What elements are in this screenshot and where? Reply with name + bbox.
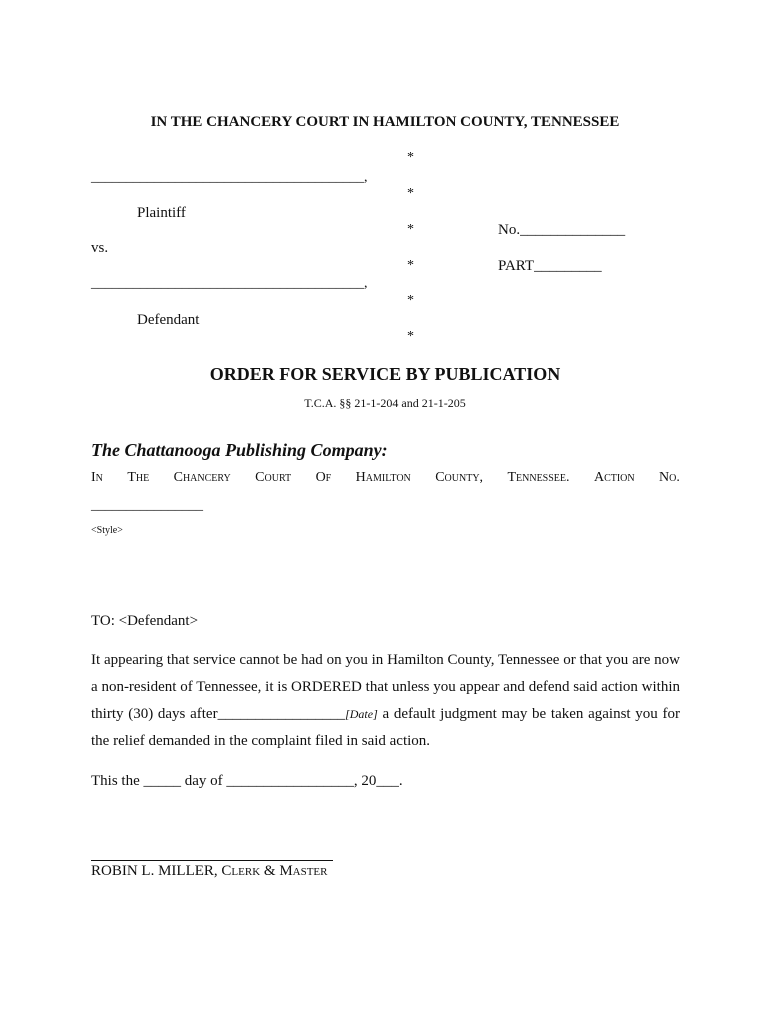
caption-star: * [407, 150, 414, 165]
caption-star: * [407, 222, 414, 237]
caption-word: Of [315, 470, 332, 485]
part-field: PART_________ [498, 258, 602, 274]
caption-word: Action [593, 470, 635, 485]
caption-word: County, [435, 470, 484, 485]
style-placeholder: <Style> [91, 525, 123, 536]
defendant-label: Defendant [137, 312, 200, 328]
caption-star: * [407, 258, 414, 273]
clerk-title: Clerk & Master [221, 863, 328, 879]
signature-line [91, 846, 333, 861]
addressee-line: TO: <Defendant> [91, 613, 199, 629]
date-line: This the _____ day of _________________, 20___. [91, 773, 403, 789]
caption-word: Tennessee. [507, 470, 570, 485]
caption-star: * [407, 186, 414, 201]
publisher-heading: The Chattanooga Publishing Company: [91, 440, 388, 460]
caption-star: * [407, 293, 414, 308]
statute-reference: T.C.A. §§ 21-1-204 and 21-1-205 [304, 396, 466, 410]
clerk-name: ROBIN L. MILLER, [91, 863, 222, 879]
caption-word: Chancery [173, 470, 231, 485]
caption-word: Hamilton [355, 470, 411, 485]
clerk-signature-block [91, 863, 328, 880]
plaintiff-name-line: _______________________________________, [91, 170, 368, 185]
case-number-field: No.______________ [498, 222, 626, 238]
caption-word: Court [255, 470, 292, 485]
action-number-line: ________________ [91, 498, 203, 513]
court-title: IN THE CHANCERY COURT IN HAMILTON COUNTY, TENNESSEE [150, 114, 620, 130]
caption-word: No. [659, 470, 680, 485]
defendant-name-line: _______________________________________, [91, 276, 368, 291]
order-text-part2: a default judgment may be taken against you for the relief demanded in the complaint filed in said action. [91, 706, 680, 749]
order-title: ORDER FOR SERVICE BY PUBLICATION [209, 364, 561, 384]
caption-star: * [407, 329, 414, 344]
order-paragraph [91, 647, 680, 755]
versus-label: vs. [91, 240, 109, 256]
date-placeholder: [Date] [345, 707, 378, 721]
caption-word: In [91, 470, 103, 485]
order-text-part1: It appearing that service cannot be had on you in Hamilton County, Tennessee or that you are now a non-resident of Tennessee, it is ORDERED that unless you appear and defend said action within thirty (30) days after_________________ [91, 652, 680, 722]
publication-caption [91, 470, 680, 486]
caption-word: The [127, 470, 150, 485]
plaintiff-label: Plaintiff [137, 205, 186, 221]
